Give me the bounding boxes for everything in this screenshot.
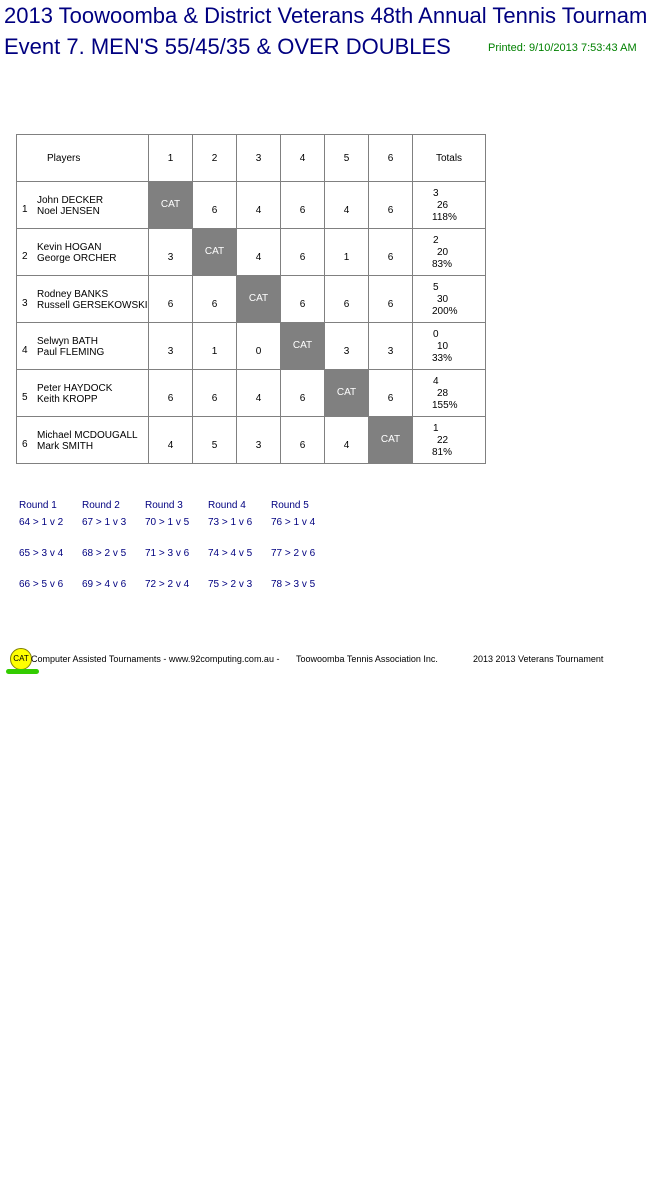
cat-label: CAT xyxy=(292,340,313,351)
player-1-name: Michael MCDOUGALL xyxy=(37,430,138,441)
match-entry: 67 > 1 v 3 xyxy=(82,517,127,528)
score-value: 6 xyxy=(387,392,394,404)
score-cell xyxy=(369,276,413,323)
score-value: 1 xyxy=(211,345,218,357)
score-cell xyxy=(325,323,369,370)
match-entry: 72 > 2 v 4 xyxy=(145,579,190,590)
score-cell xyxy=(193,417,237,464)
player-names xyxy=(17,428,148,452)
match-entry: 64 > 1 v 2 xyxy=(19,517,64,528)
grid-header-row xyxy=(17,135,486,182)
total-games: 30 xyxy=(437,293,449,305)
total-percent: 33% xyxy=(432,352,453,364)
score-value: 3 xyxy=(387,345,394,357)
col-header-4: 4 xyxy=(281,135,325,182)
player-names xyxy=(17,334,148,358)
table-row xyxy=(17,370,486,417)
player-2-name: Noel JENSEN xyxy=(37,206,100,217)
score-cell xyxy=(149,276,193,323)
player-2-name: Mark SMITH xyxy=(37,441,94,452)
total-wins: 1 xyxy=(433,422,439,434)
score-value: 6 xyxy=(299,439,306,451)
cat-logo-icon: CAT xyxy=(10,648,32,670)
cat-cell xyxy=(237,276,281,323)
player-number: 5 xyxy=(22,392,28,403)
total-wins: 0 xyxy=(433,328,439,340)
table-row xyxy=(17,229,486,276)
score-value: 1 xyxy=(343,251,350,263)
score-value: 6 xyxy=(167,298,174,310)
player-names xyxy=(17,193,148,217)
score-cell xyxy=(325,182,369,229)
total-games: 20 xyxy=(437,246,449,258)
players-header-cell xyxy=(17,135,149,182)
total-percent: 118% xyxy=(432,211,457,223)
player-cell xyxy=(17,417,149,464)
totals-header: Totals xyxy=(413,135,486,182)
score-cell xyxy=(149,417,193,464)
col-header-1: 1 xyxy=(149,135,193,182)
score-cell xyxy=(149,323,193,370)
footer-credit: Computer Assisted Tournaments - www.92computing.com.au - xyxy=(31,654,280,664)
score-cell xyxy=(193,182,237,229)
score-cell xyxy=(369,229,413,276)
player-1-name: Kevin HOGAN xyxy=(37,242,102,253)
table-row xyxy=(17,323,486,370)
round-label: Round 5 xyxy=(271,500,309,511)
score-value: 4 xyxy=(255,392,262,404)
score-value: 3 xyxy=(167,251,174,263)
score-value: 6 xyxy=(343,298,350,310)
footer-tournament: 2013 2013 Veterans Tournament xyxy=(473,654,604,664)
total-wins: 3 xyxy=(433,187,439,199)
player-1-name: Rodney BANKS xyxy=(37,289,109,300)
score-value: 6 xyxy=(387,298,394,310)
match-entry: 66 > 5 v 6 xyxy=(19,579,64,590)
col-header-3: 3 xyxy=(237,135,281,182)
page-title: 2013 Toowoomba & District Veterans 48th Annual Tennis Tournam xyxy=(4,3,648,28)
round-label: Round 1 xyxy=(19,500,57,511)
cat-label: CAT xyxy=(160,199,181,210)
cat-cell xyxy=(369,417,413,464)
total-percent: 83% xyxy=(432,258,453,270)
match-entry: 78 > 3 v 5 xyxy=(271,579,316,590)
score-value: 5 xyxy=(211,439,218,451)
score-cell xyxy=(281,417,325,464)
table-row xyxy=(17,182,486,229)
match-entry: 65 > 3 v 4 xyxy=(19,548,64,559)
score-cell xyxy=(281,276,325,323)
player-2-name: George ORCHER xyxy=(37,253,117,264)
total-percent: 81% xyxy=(432,446,453,458)
total-games: 26 xyxy=(437,199,449,211)
score-value: 4 xyxy=(167,439,174,451)
total-games: 10 xyxy=(437,340,449,352)
player-cell xyxy=(17,276,149,323)
score-cell xyxy=(193,323,237,370)
match-entry: 70 > 1 v 5 xyxy=(145,517,190,528)
table-row xyxy=(17,276,486,323)
player-number: 6 xyxy=(22,439,28,450)
cat-label: CAT xyxy=(380,434,401,445)
col-header-6: 6 xyxy=(369,135,413,182)
score-cell xyxy=(193,370,237,417)
results-grid xyxy=(16,134,486,464)
match-entry: 74 > 4 v 5 xyxy=(208,548,253,559)
player-names xyxy=(17,240,148,264)
score-value: 3 xyxy=(255,439,262,451)
score-cell xyxy=(325,229,369,276)
player-names xyxy=(17,287,148,311)
totals-cell xyxy=(413,417,486,464)
score-cell xyxy=(281,182,325,229)
player-cell xyxy=(17,370,149,417)
cat-cell xyxy=(149,182,193,229)
totals-cell xyxy=(413,323,486,370)
match-entry: 75 > 2 v 3 xyxy=(208,579,253,590)
cat-cell xyxy=(281,323,325,370)
score-cell xyxy=(281,229,325,276)
match-entry: 71 > 3 v 6 xyxy=(145,548,190,559)
player-1-name: Selwyn BATH xyxy=(37,336,98,347)
player-number: 2 xyxy=(22,251,28,262)
score-value: 6 xyxy=(299,392,306,404)
score-value: 4 xyxy=(255,204,262,216)
score-cell xyxy=(149,370,193,417)
score-cell xyxy=(237,229,281,276)
total-games: 22 xyxy=(437,434,449,446)
player-number: 1 xyxy=(22,204,28,215)
footer-association: Toowoomba Tennis Association Inc. xyxy=(296,654,438,664)
score-cell xyxy=(237,182,281,229)
score-value: 6 xyxy=(211,392,218,404)
cat-label: CAT xyxy=(204,246,225,257)
score-value: 6 xyxy=(299,298,306,310)
total-wins: 4 xyxy=(433,375,439,387)
player-cell xyxy=(17,182,149,229)
total-percent: 155% xyxy=(432,399,458,411)
score-value: 4 xyxy=(255,251,262,263)
score-cell xyxy=(237,323,281,370)
score-cell xyxy=(325,276,369,323)
table-row xyxy=(17,417,486,464)
total-wins: 5 xyxy=(433,281,439,293)
score-cell xyxy=(193,276,237,323)
totals-cell xyxy=(413,229,486,276)
logo-underline-icon xyxy=(6,669,39,674)
player-cell xyxy=(17,323,149,370)
round-label: Round 4 xyxy=(208,500,246,511)
cat-cell xyxy=(325,370,369,417)
match-entry: 69 > 4 v 6 xyxy=(82,579,127,590)
player-2-name: Paul FLEMING xyxy=(37,347,105,358)
score-cell xyxy=(237,417,281,464)
event-title: Event 7. MEN'S 55/45/35 & OVER DOUBLES xyxy=(4,34,451,59)
match-entry: 73 > 1 v 6 xyxy=(208,517,253,528)
total-wins: 2 xyxy=(433,234,439,246)
score-value: 6 xyxy=(167,392,174,404)
score-cell xyxy=(281,370,325,417)
match-entry: 77 > 2 v 6 xyxy=(271,548,316,559)
player-number: 3 xyxy=(22,298,28,309)
match-entry: 68 > 2 v 5 xyxy=(82,548,127,559)
player-1-name: Peter HAYDOCK xyxy=(37,383,113,394)
total-percent: 200% xyxy=(432,305,458,317)
player-1-name: John DECKER xyxy=(37,195,104,206)
players-header: Players xyxy=(47,152,81,164)
page-footer xyxy=(0,648,661,678)
score-value: 3 xyxy=(167,345,174,357)
player-number: 4 xyxy=(22,345,28,356)
score-cell xyxy=(369,323,413,370)
totals-cell xyxy=(413,370,486,417)
score-value: 6 xyxy=(387,251,394,263)
totals-cell xyxy=(413,182,486,229)
round-label: Round 2 xyxy=(82,500,120,511)
cat-cell xyxy=(193,229,237,276)
player-names xyxy=(17,381,148,405)
col-header-5: 5 xyxy=(325,135,369,182)
score-value: 6 xyxy=(387,204,394,216)
score-cell xyxy=(369,182,413,229)
score-value: 6 xyxy=(299,251,306,263)
score-value: 4 xyxy=(343,439,350,451)
cat-label: CAT xyxy=(336,387,357,398)
score-value: 6 xyxy=(299,204,306,216)
col-header-2: 2 xyxy=(193,135,237,182)
printed-timestamp: Printed: 9/10/2013 7:53:43 AM xyxy=(488,42,637,54)
score-cell xyxy=(237,370,281,417)
match-entry: 76 > 1 v 4 xyxy=(271,517,316,528)
score-cell xyxy=(369,370,413,417)
totals-cell xyxy=(413,276,486,323)
total-games: 28 xyxy=(437,387,449,399)
cat-label: CAT xyxy=(248,293,269,304)
score-value: 6 xyxy=(211,298,218,310)
round-label: Round 3 xyxy=(145,500,183,511)
score-value: 3 xyxy=(343,345,350,357)
score-value: 6 xyxy=(211,204,218,216)
player-2-name: Keith KROPP xyxy=(37,394,98,405)
score-value: 0 xyxy=(255,345,262,357)
score-value: 4 xyxy=(343,204,350,216)
score-cell xyxy=(325,417,369,464)
player-2-name: Russell GERSEKOWSKI xyxy=(37,300,148,311)
player-cell xyxy=(17,229,149,276)
score-cell xyxy=(149,229,193,276)
